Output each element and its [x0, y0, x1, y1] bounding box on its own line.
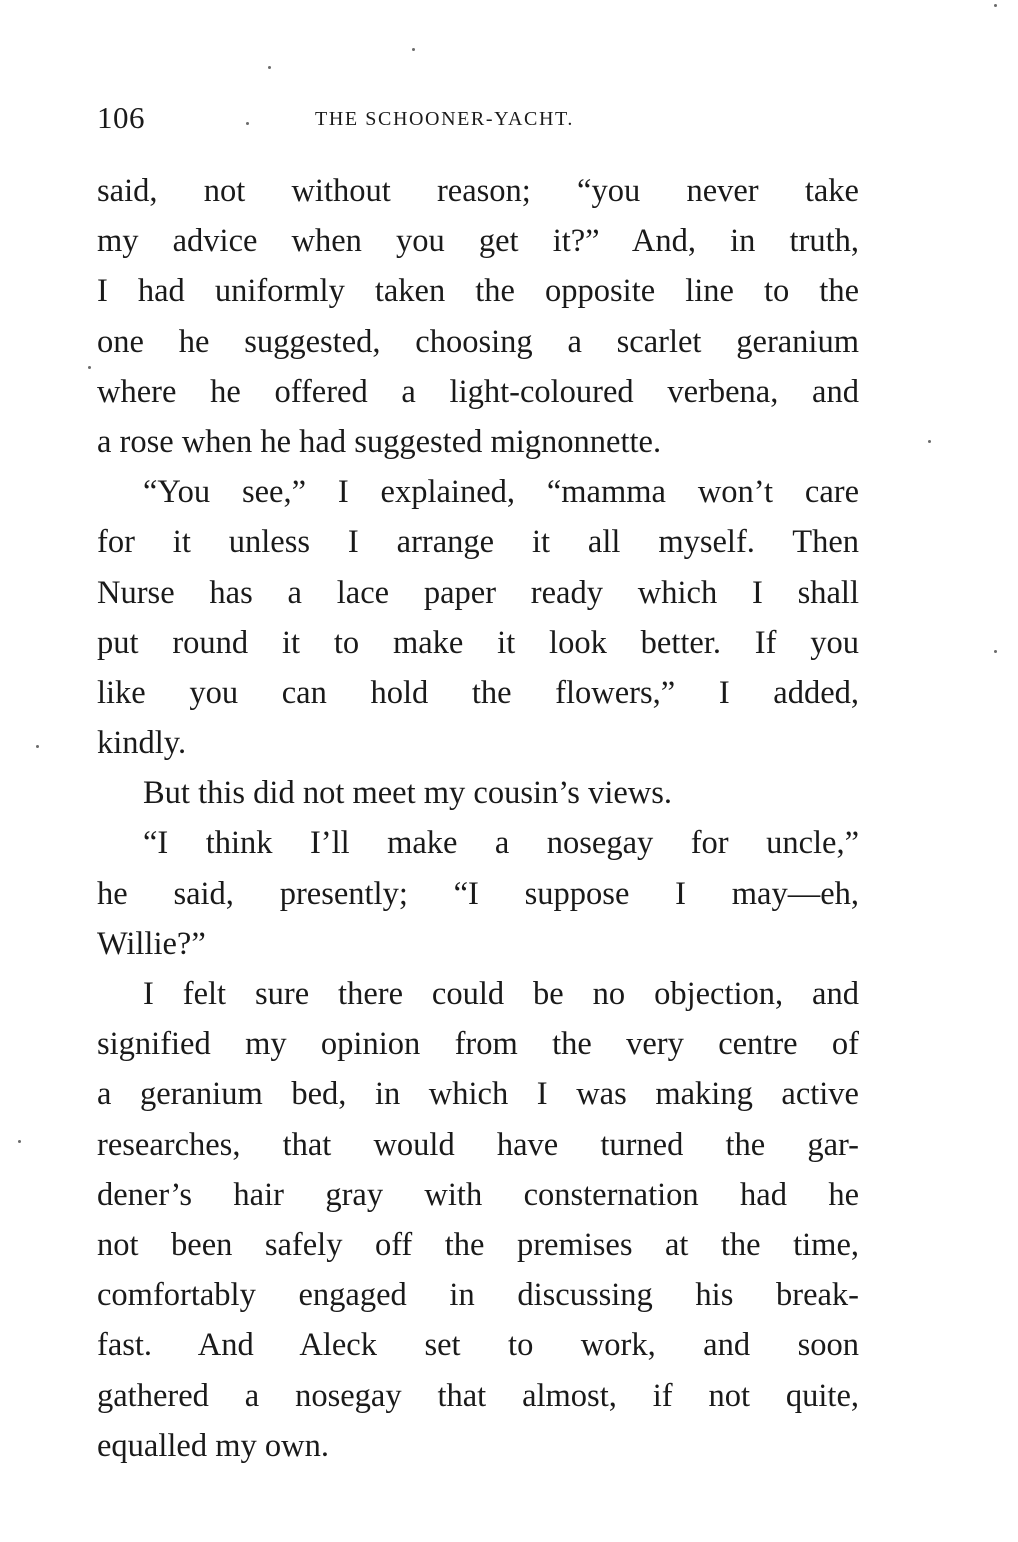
text-line: equalled my own.: [97, 1427, 329, 1464]
text-line: he said, presently; “I suppose I may—eh,: [97, 875, 859, 912]
text-line: for it unless I arrange it all myself. Then: [97, 524, 859, 561]
text-line: where he offered a light-coloured verbena, and: [97, 373, 859, 410]
text-line: But this did not meet my cousin’s views.: [143, 775, 673, 812]
text-line: kindly.: [97, 725, 187, 762]
scan-speck: [88, 366, 91, 369]
page-header: [97, 98, 857, 142]
text-line: I had uniformly taken the opposite line to the: [97, 273, 859, 310]
scan-speck: [268, 66, 271, 69]
text-line: one he suggested, choosing a scarlet geranium: [97, 323, 859, 360]
page-number: 106: [97, 100, 145, 135]
text-line: comfortably engaged in discussing his break-: [97, 1277, 859, 1314]
scan-speck: [994, 4, 997, 7]
running-title: THE SCHOONER-YACHT.: [315, 108, 574, 130]
scan-speck: [246, 122, 249, 125]
text-line: “You see,” I explained, “mamma won’t care: [143, 474, 859, 511]
text-line: gathered a nosegay that almost, if not quite,: [97, 1377, 859, 1414]
text-line: my advice when you get it?” And, in truth,: [97, 223, 859, 260]
scan-speck: [18, 1140, 21, 1143]
text-line: dener’s hair gray with consternation had he: [97, 1176, 859, 1213]
scan-speck: [36, 745, 39, 748]
text-line: like you can hold the flowers,” I added,: [97, 674, 859, 711]
text-line: I felt sure there could be no objection, and: [143, 976, 859, 1012]
text-line: Willie?”: [97, 925, 206, 962]
scan-speck: [928, 440, 931, 443]
text-line: fast. And Aleck set to work, and soon: [97, 1327, 859, 1364]
text-line: “I think I’ll make a nosegay for uncle,”: [143, 825, 859, 862]
text-line: a rose when he had suggested mignonnette.: [97, 423, 662, 460]
text-line: signified my opinion from the very centre of: [97, 1026, 859, 1063]
scan-speck: [412, 48, 415, 51]
text-line: put round it to make it look better. If you: [97, 624, 859, 661]
text-line: said, not without reason; “you never take: [97, 173, 859, 209]
text-line: a geranium bed, in which I was making active: [97, 1076, 859, 1113]
body-text: [97, 166, 859, 1471]
scan-speck: [994, 650, 997, 653]
text-line: not been safely off the premises at the time,: [97, 1226, 859, 1263]
text-line: researches, that would have turned the gar-: [97, 1126, 859, 1163]
text-line: Nurse has a lace paper ready which I shall: [97, 574, 859, 611]
